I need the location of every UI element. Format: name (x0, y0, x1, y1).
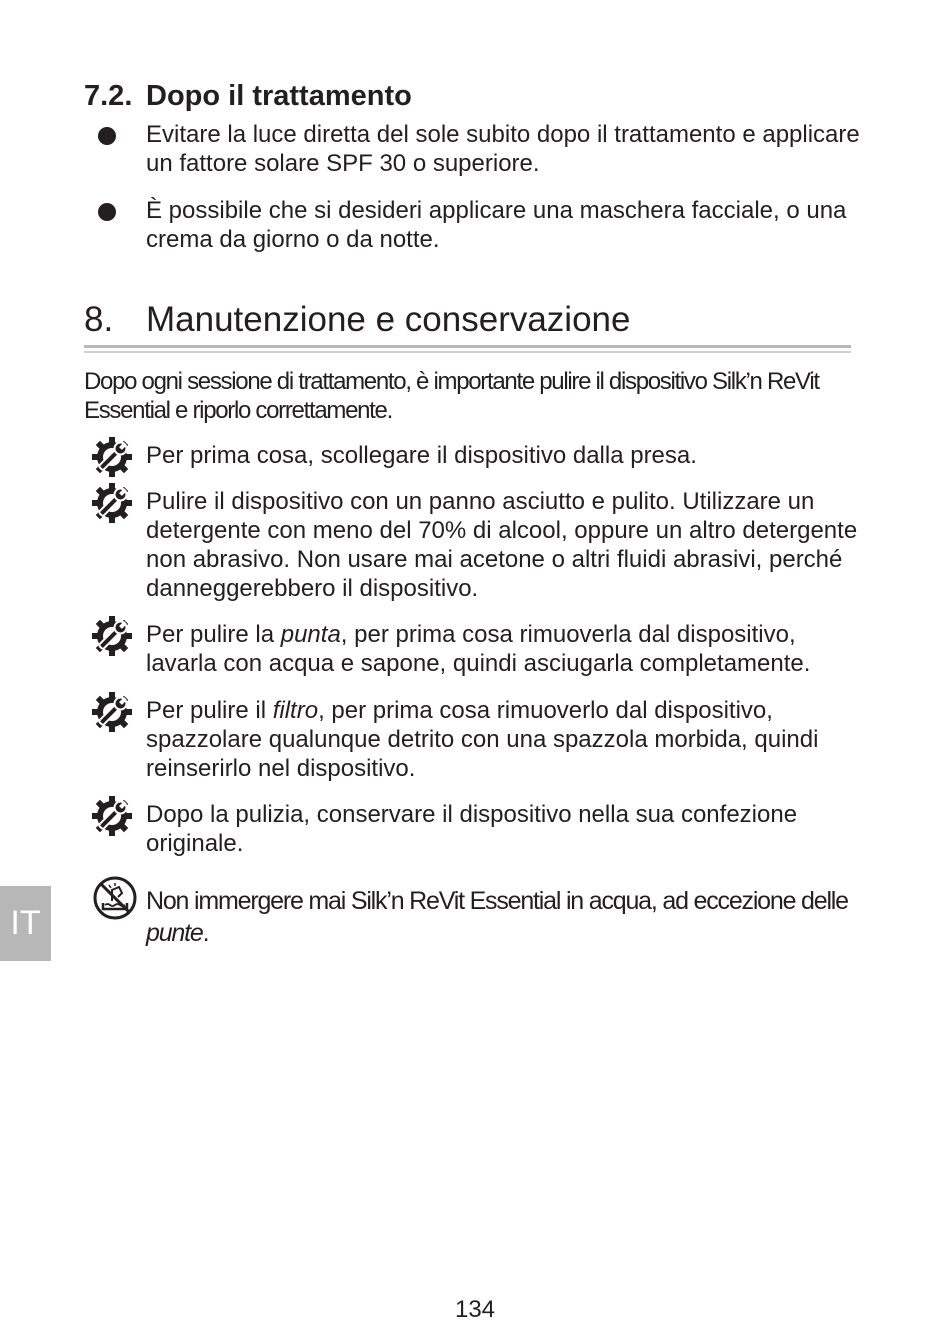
emphasis: punta (280, 621, 341, 648)
section-number: 8. (84, 300, 114, 339)
no-water-immersion-icon (92, 875, 138, 921)
wrench-gear-icon (90, 435, 134, 479)
bullet-text: Evitare la luce diretta del sole subito dopo il trattamento e applicare un fattore solare SPF 30 o superiore. (146, 121, 860, 177)
emphasis: punte (146, 919, 203, 947)
page-number: 134 (454, 1296, 496, 1323)
heading-divider (84, 351, 851, 353)
list-item (90, 800, 864, 858)
section-8-heading (84, 298, 630, 342)
bullet-list (84, 120, 864, 254)
item-text: Pulire il dispositivo con un panno asciutto e pulito. Utilizzare un detergente con meno del 70% di alcool, oppure un altro detergente non abrasivo. Non usare mai acetone o altri fluidi abrasivi, perché danneggerebbero il dispositivo. (146, 488, 858, 602)
item-text: Per prima cosa, scollegare il dispositivo dalla presa. (146, 442, 697, 469)
list-item (90, 487, 864, 603)
section-title: Dopo il trattamento (146, 80, 412, 112)
list-item (84, 120, 864, 178)
section-title: Manutenzione e conservazione (146, 300, 631, 339)
section-7-2 (84, 78, 864, 272)
list-item (90, 696, 864, 783)
emphasis: filtro (272, 697, 319, 724)
section-heading (84, 78, 864, 114)
item-text: Dopo la pulizia, conservare il dispositivo nella sua confezione originale. (146, 801, 798, 857)
item-text: Per pulire il filtro, per prima cosa rimuoverlo dal dispositivo, spazzolare qualunque detrito con una spazzola morbida, quindi reinserirlo nel dispositivo. (146, 697, 819, 782)
warning-note (90, 875, 856, 949)
intro-paragraph: Dopo ogni sessione di trattamento, è importante pulire il dispositivo Silk’n ReVit Essential e riporlo correttamente. (84, 368, 819, 424)
list-item (90, 620, 864, 678)
wrench-gear-icon (90, 481, 134, 525)
item-text: Per pulire la punta, per prima cosa rimuoverla dal dispositivo, lavarla con acqua e sapone, quindi asciugarla completamente. (146, 621, 811, 677)
wrench-gear-icon (90, 690, 134, 734)
language-tab: IT (0, 886, 51, 961)
bullet-icon (98, 203, 116, 221)
list-item (90, 441, 864, 470)
warning-text: Non immergere mai Silk’n ReVit Essential in acqua, ad eccezione delle punte. (146, 887, 848, 947)
bullet-icon (98, 127, 116, 145)
section-number: 7.2. (84, 80, 133, 112)
list-item (84, 196, 864, 254)
heading-divider (84, 345, 851, 348)
bullet-text: È possibile che si desideri applicare una maschera facciale, o una crema da giorno o da notte. (146, 197, 847, 253)
wrench-gear-icon (90, 794, 134, 838)
wrench-gear-icon (90, 614, 134, 658)
